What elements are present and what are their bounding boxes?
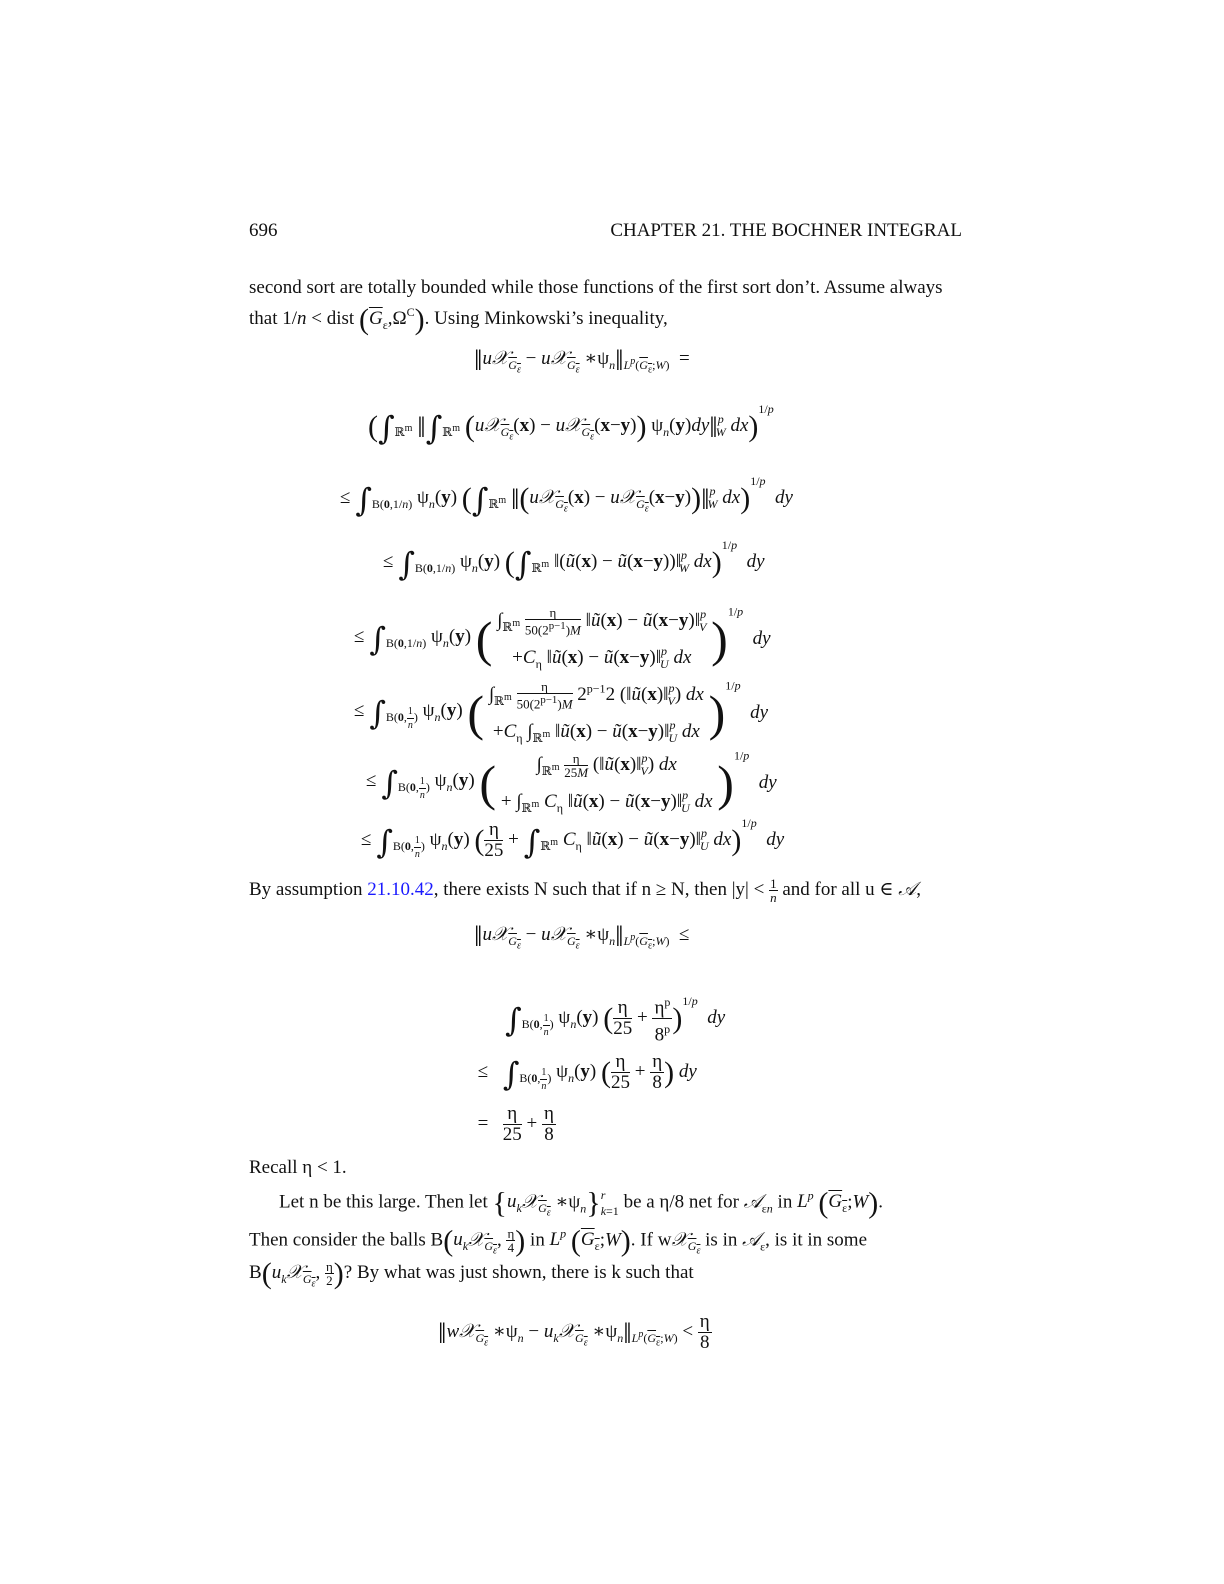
equation-bound-2: ≤ $\int_{B(0, \frac{1}{n} )}$ $\psi_n(y)$ ( $\frac{\eta}{25}$ + $\frac{\eta}{8}$ ) dy (477, 1051, 697, 1093)
intro-line-1: second sort are totally bounded while those functions of the first sort don’t. Assume always (249, 277, 943, 298)
equation-step-2: ≤ $\int_{B(0,1/n)}$ $\psi_n(y)$ ($\int_{ℝ^m}$ ‖(ũ(x) − ũ(x−y))‖$^p_W$ dx)$^{1/p}$ dy (383, 538, 765, 583)
equation-minkowski-expanded: ($\int_{ℝ^m}$ $‖\int_{ℝ^m}$ (u𝒳$_{G_\varepsilon}$(x) − u𝒳$_{G_\varepsilon}$(x−y)) $\psi_n(y)dy‖^p_W$ dx)$^{1/p}$ (368, 402, 774, 447)
page-number: 696 (249, 220, 278, 241)
equation-net-bound: ‖w𝒳$_{G_\varepsilon}$ $∗\psi_n$ − $u_k𝒳_{G_\varepsilon}$ $∗\psi_n‖_{L^p(G_\varepsilon;W)}$ < $\frac{\eta}{8}$ (438, 1311, 710, 1353)
equation-bound-1: $\int_{B(0, \frac{1}{n} )}$ $\psi_n(y)$ ( $\frac{\eta}{25}$ + $\frac{\eta^p}{8^p}$ )$^{1/p}$ dy (505, 992, 725, 1046)
equation-step-3: ≤ $\int_{B(0,1/n)}$ $\psi_n(y)$ ( $\int_{ℝ^m}$ $\frac{\eta}{50(2^{p-1})M}$ ‖ũ(x) − ũ(x−y)‖$^p_V$ $+C_\eta$ ‖ũ(x) − ũ(x−y)‖$^p_U$ dx )$^{1/p}$ dy (354, 604, 771, 671)
let-line: Let n be this large. Then let {$u_k𝒳_{G_\varepsilon}$ $∗\psi_n\}r$ k=1 be a η/8 net for 𝒜$_{\varepsilon n}$ in $L^p$ $(G_\varepsilon;W)$. (279, 1186, 884, 1220)
consider-line: Then consider the balls $B(u_k𝒳_{G_\varepsilon}$, $\frac{\eta}{4}$ ) in $L^p$ $(G_\varepsilon;W)$. If w𝒳$_{G_\varepsilon}$ is in 𝒜$_\varepsilon$, is it in some (249, 1224, 868, 1258)
reference-link[interactable]: 21.10.42 (367, 879, 434, 900)
equation-bound-3: = $\frac{\eta}{25}$ + $\frac{\eta}{8}$ (477, 1103, 554, 1145)
equation-step-5: ≤ $\int_{B(0, \frac{1}{n} )}$ $\psi_n(y)$ ( $\int_{ℝ^m}$ $\frac{\eta}{25M}$ (‖ũ(x)‖$^p_V$) dx + $\int_{ℝ^m}$ $C_\eta$ ‖ũ(x) − ũ(x−y)‖$^p_U$ dx )$^{1/p}$ dy (366, 748, 777, 815)
equation-step-1: ≤ $\int_{B(0,1/n)}$ $\psi_n(y)$ ($\int_{ℝ^m}$ ‖(u𝒳$_{G_\varepsilon}$(x) − u𝒳$_{G_\varepsilon}$(x−y))‖$^p_W$ dx)$^{1/p}$ dy (340, 474, 793, 519)
equation-step-6: ≤ $\int_{B(0, \frac{1}{n} )}$ $\psi_n(y)$ ( $\frac{\eta}{25}$ + $\int_{ℝ^m}$ $C_\eta$ ‖ũ(x) − ũ(x−y)‖$^p_U$ dx)$^{1/p}$ dy (361, 816, 785, 862)
equation-norm-bound: ‖u𝒳$_{G_\varepsilon}$ − u𝒳$_{G_\varepsilon}$ $∗\psi_n‖_{L^p(G_\varepsilon;W)}$ ≤ (474, 920, 690, 953)
recall-line: Recall η < 1. (249, 1157, 347, 1178)
equation-norm-difference: ‖u𝒳$_{G_\varepsilon}$ − u𝒳$_{G_\varepsilon}$ $∗\psi_n‖_{L^p(G_\varepsilon;W)}$ = (474, 344, 690, 377)
equation-step-4: ≤ $\int_{B(0, \frac{1}{n} )}$ $\psi_n(y)$ ( $\int_{ℝ^m}$ $\frac{\eta}{50(2^{p-1})M}$ $2^{p-1}2$ (‖ũ(x)‖$^p_V$) dx $+C_\eta$ $\int_{ℝ^m}$ ‖ũ(x) − ũ(x−y)‖$^p_U$ dx )$^{1/p}$ dy (354, 678, 769, 745)
byshown-line: $B(u_k𝒳_{G_\varepsilon}$, $\frac{\eta}{2}$ )? By what was just shown, there is k such that (249, 1257, 694, 1290)
intro-line-2: that 1/n < dist $(\overline{G}_\varepsilon,\Omega^C)$. Using Minkowski’s inequality, (249, 303, 668, 336)
intro-paragraph (249, 276, 963, 337)
assumption-paragraph: By assumption 21.10.42, there exists N such that if n ≥ N, then |y| < $\frac{1}{n}$ and for all u ∈ 𝒜, (249, 876, 921, 906)
chapter-title: CHAPTER 21. THE BOCHNER INTEGRAL (610, 220, 962, 241)
